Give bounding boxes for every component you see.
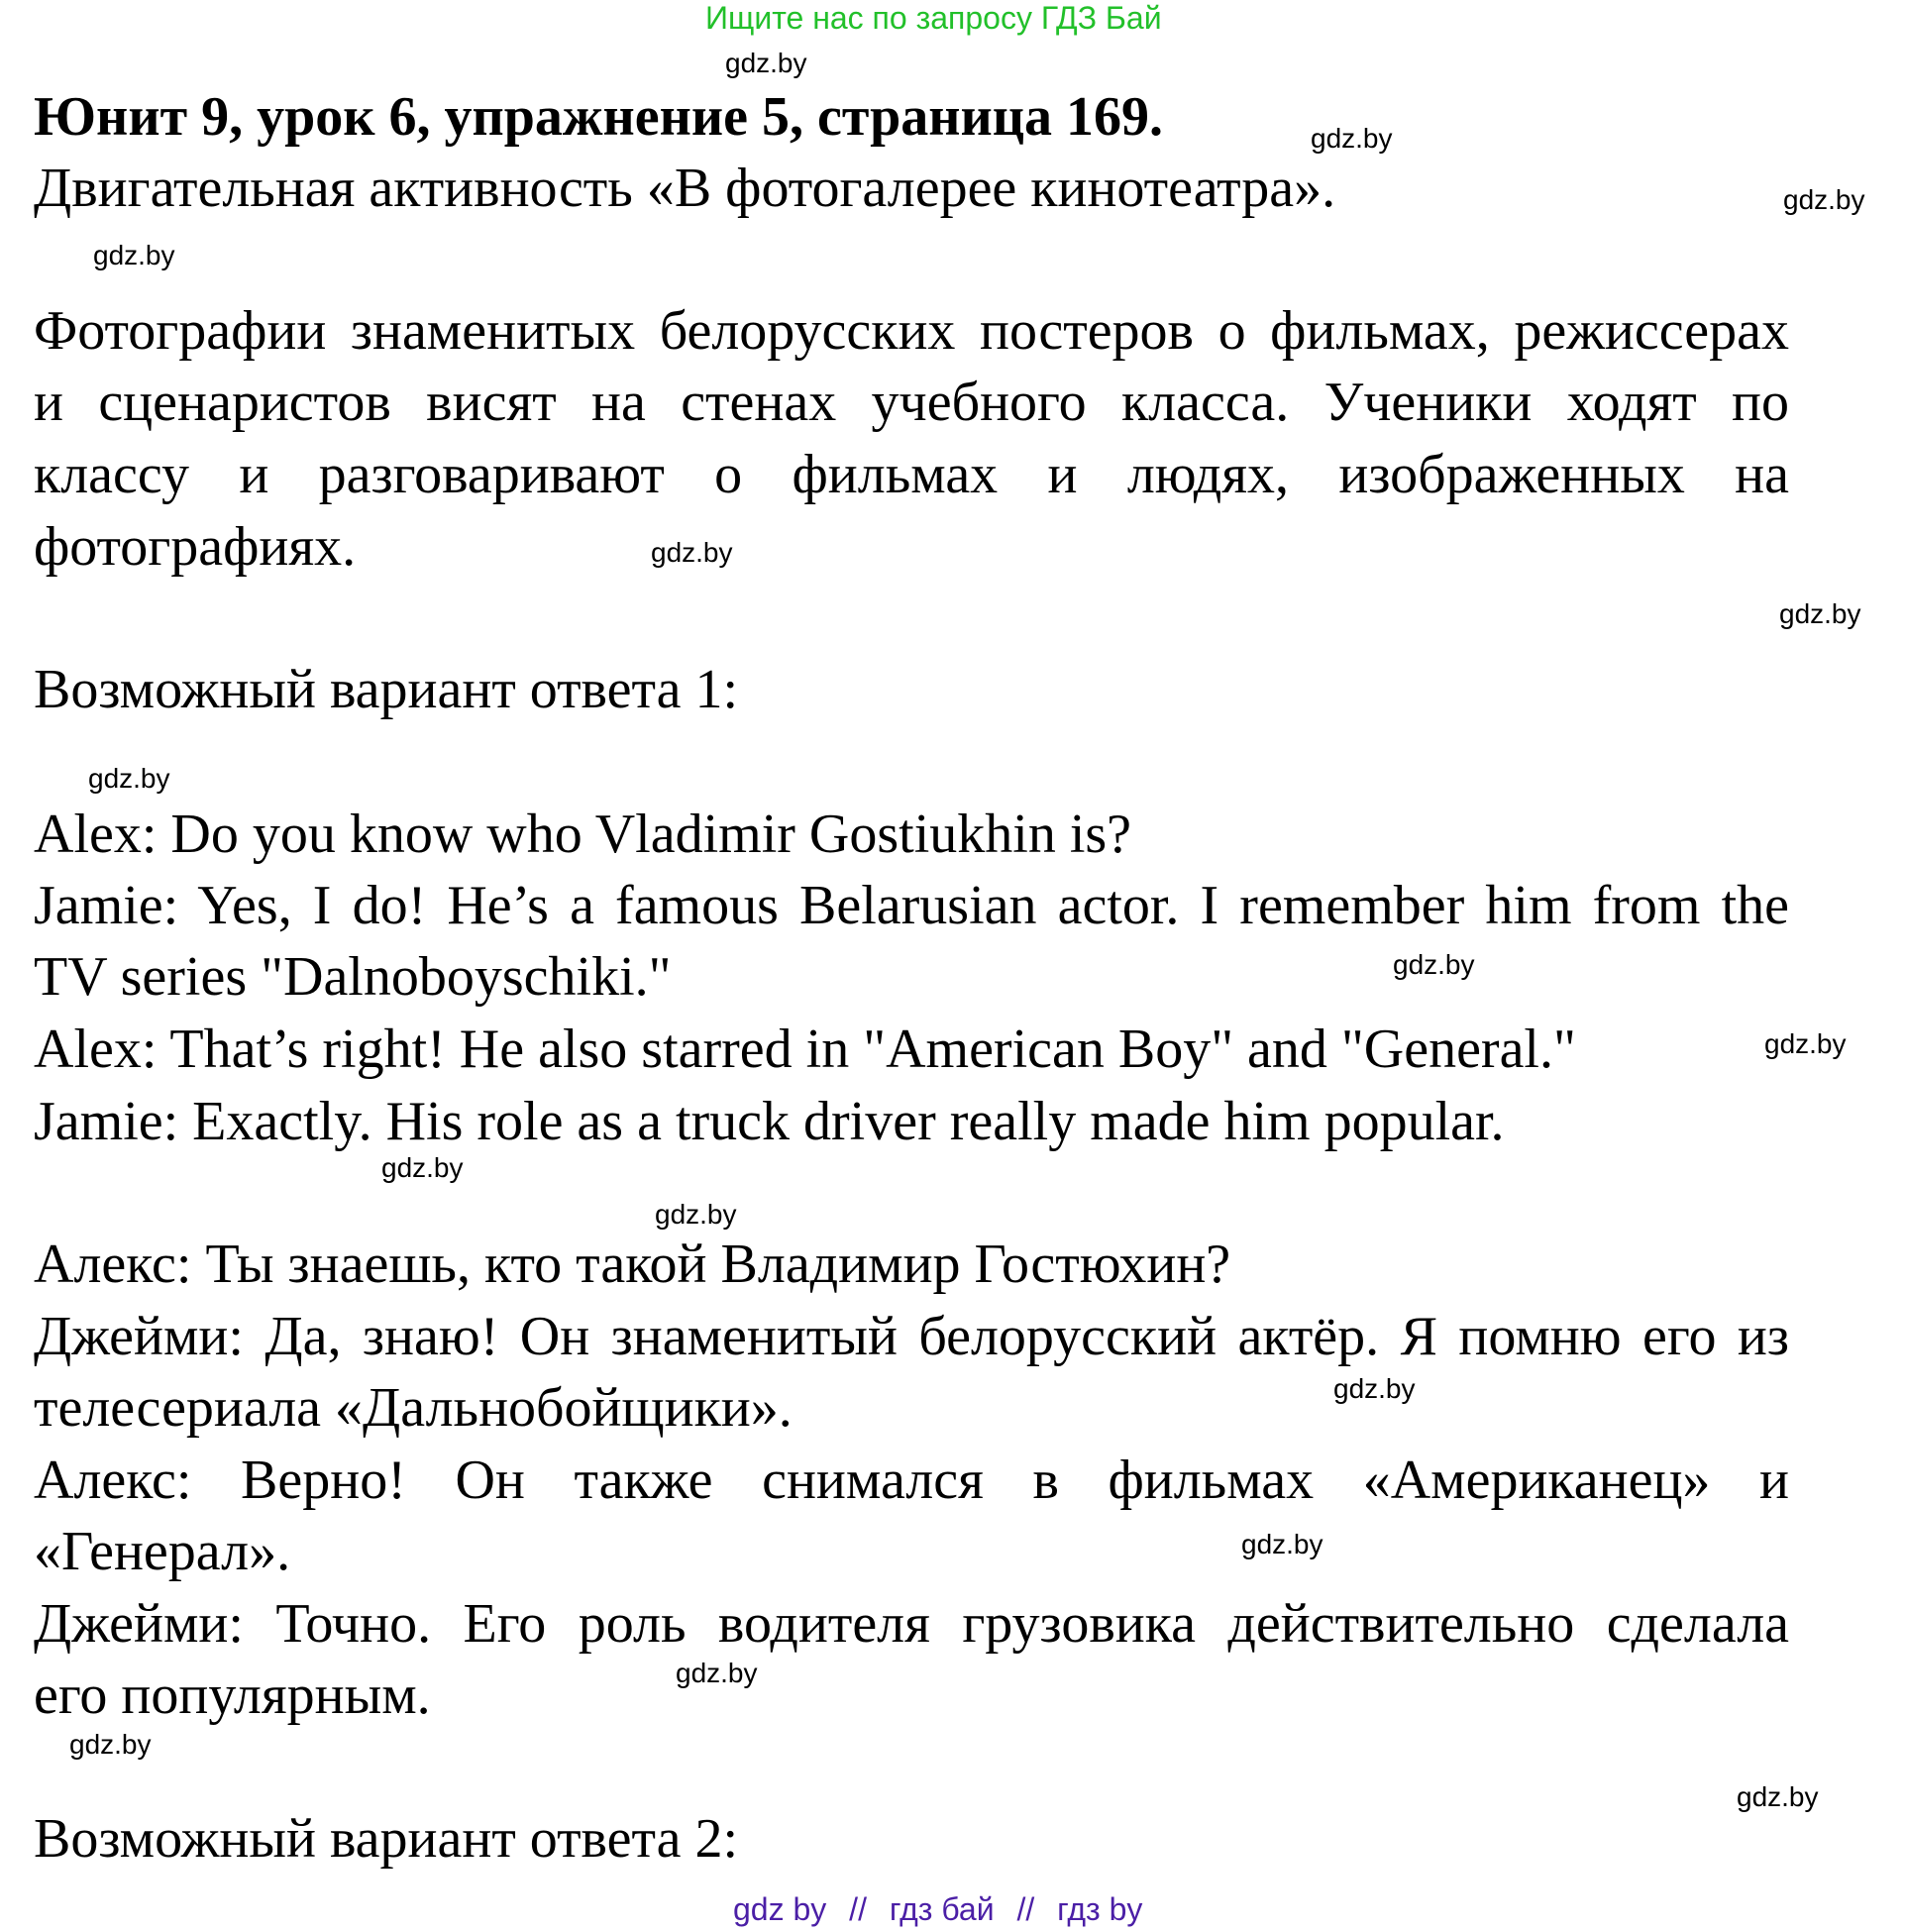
answer-2-heading: Возможный вариант ответа 2:	[34, 1808, 739, 1870]
watermark: gdz.by	[1393, 949, 1475, 980]
dialog-en-line-3: TV series "Dalnoboyschiki."	[34, 946, 672, 1008]
dialog-ru-line-2: Джейми: Да, знаю! Он знаменитый белорусский актёр. Я помню его из	[34, 1306, 1789, 1367]
watermark: gdz.by	[88, 763, 170, 794]
dialog-en-line-4: Alex: That’s right! He also starred in "American Boy" and "General."	[34, 1019, 1576, 1080]
watermark: gdz.by	[1333, 1373, 1416, 1404]
watermark: gdz.by	[69, 1729, 152, 1760]
watermark: gdz.by	[1737, 1781, 1819, 1812]
description-line-3: классу и разговаривают о фильмах и людях, изображенных на	[34, 444, 1789, 505]
watermark: gdz.by	[1779, 598, 1861, 629]
watermark: gdz.by	[1764, 1028, 1847, 1059]
watermark: gdz.by	[1311, 123, 1393, 154]
watermark: gdz.by	[93, 240, 175, 270]
watermark: gdz.by	[381, 1152, 464, 1183]
dialog-en-line-5: Jamie: Exactly. His role as a truck driver really made him popular.	[34, 1091, 1505, 1152]
page-title: Юнит 9, урок 6, упражнение 5, страница 169.	[34, 86, 1164, 148]
footer-links	[733, 1890, 1142, 1928]
dialog-en-line-1: Alex: Do you know who Vladimir Gostiukhin is?	[34, 804, 1132, 865]
watermark: gdz.by	[676, 1658, 758, 1688]
dialog-ru-line-1: Алекс: Ты знаешь, кто такой Владимир Гостюхин?	[34, 1234, 1231, 1295]
answer-1-heading: Возможный вариант ответа 1:	[34, 659, 739, 720]
watermark: gdz.by	[655, 1199, 737, 1230]
search-banner: Ищите нас по запросу ГДЗ Бай	[705, 0, 1162, 36]
footer-separator: //	[849, 1891, 867, 1927]
description-line-1: Фотографии знаменитых белорусских постеров о фильмах, режиссерах	[34, 300, 1789, 362]
dialog-ru-line-6: Джейми: Точно. Его роль водителя грузовика действительно сделала	[34, 1593, 1789, 1655]
footer-separator: //	[1016, 1891, 1035, 1927]
watermark: gdz.by	[1783, 184, 1865, 215]
dialog-ru-line-4: Алекс: Верно! Он также снимался в фильмах «Американец» и	[34, 1449, 1789, 1511]
watermark: gdz.by	[725, 48, 807, 78]
watermark: gdz.by	[1241, 1529, 1323, 1559]
description-line-4: фотографиях.	[34, 516, 357, 578]
footer-link-gdz-by-cyr[interactable]: гдз by	[1057, 1891, 1143, 1927]
dialog-ru-line-7: его популярным.	[34, 1664, 431, 1726]
exercise-subtitle: Двигательная активность «В фотогалерее кинотеатра».	[34, 158, 1336, 219]
dialog-ru-line-3: телесериала «Дальнобойщики».	[34, 1377, 793, 1439]
footer-link-gdz-bai[interactable]: гдз бай	[889, 1891, 995, 1927]
footer-link-gdz-by[interactable]: gdz by	[733, 1891, 827, 1927]
dialog-en-line-2: Jamie: Yes, I do! He’s a famous Belarusian actor. I remember him from the	[34, 875, 1789, 936]
watermark: gdz.by	[651, 537, 733, 568]
dialog-ru-line-5: «Генерал».	[34, 1521, 291, 1582]
description-line-2: и сценаристов висят на стенах учебного класса. Ученики ходят по	[34, 372, 1789, 433]
